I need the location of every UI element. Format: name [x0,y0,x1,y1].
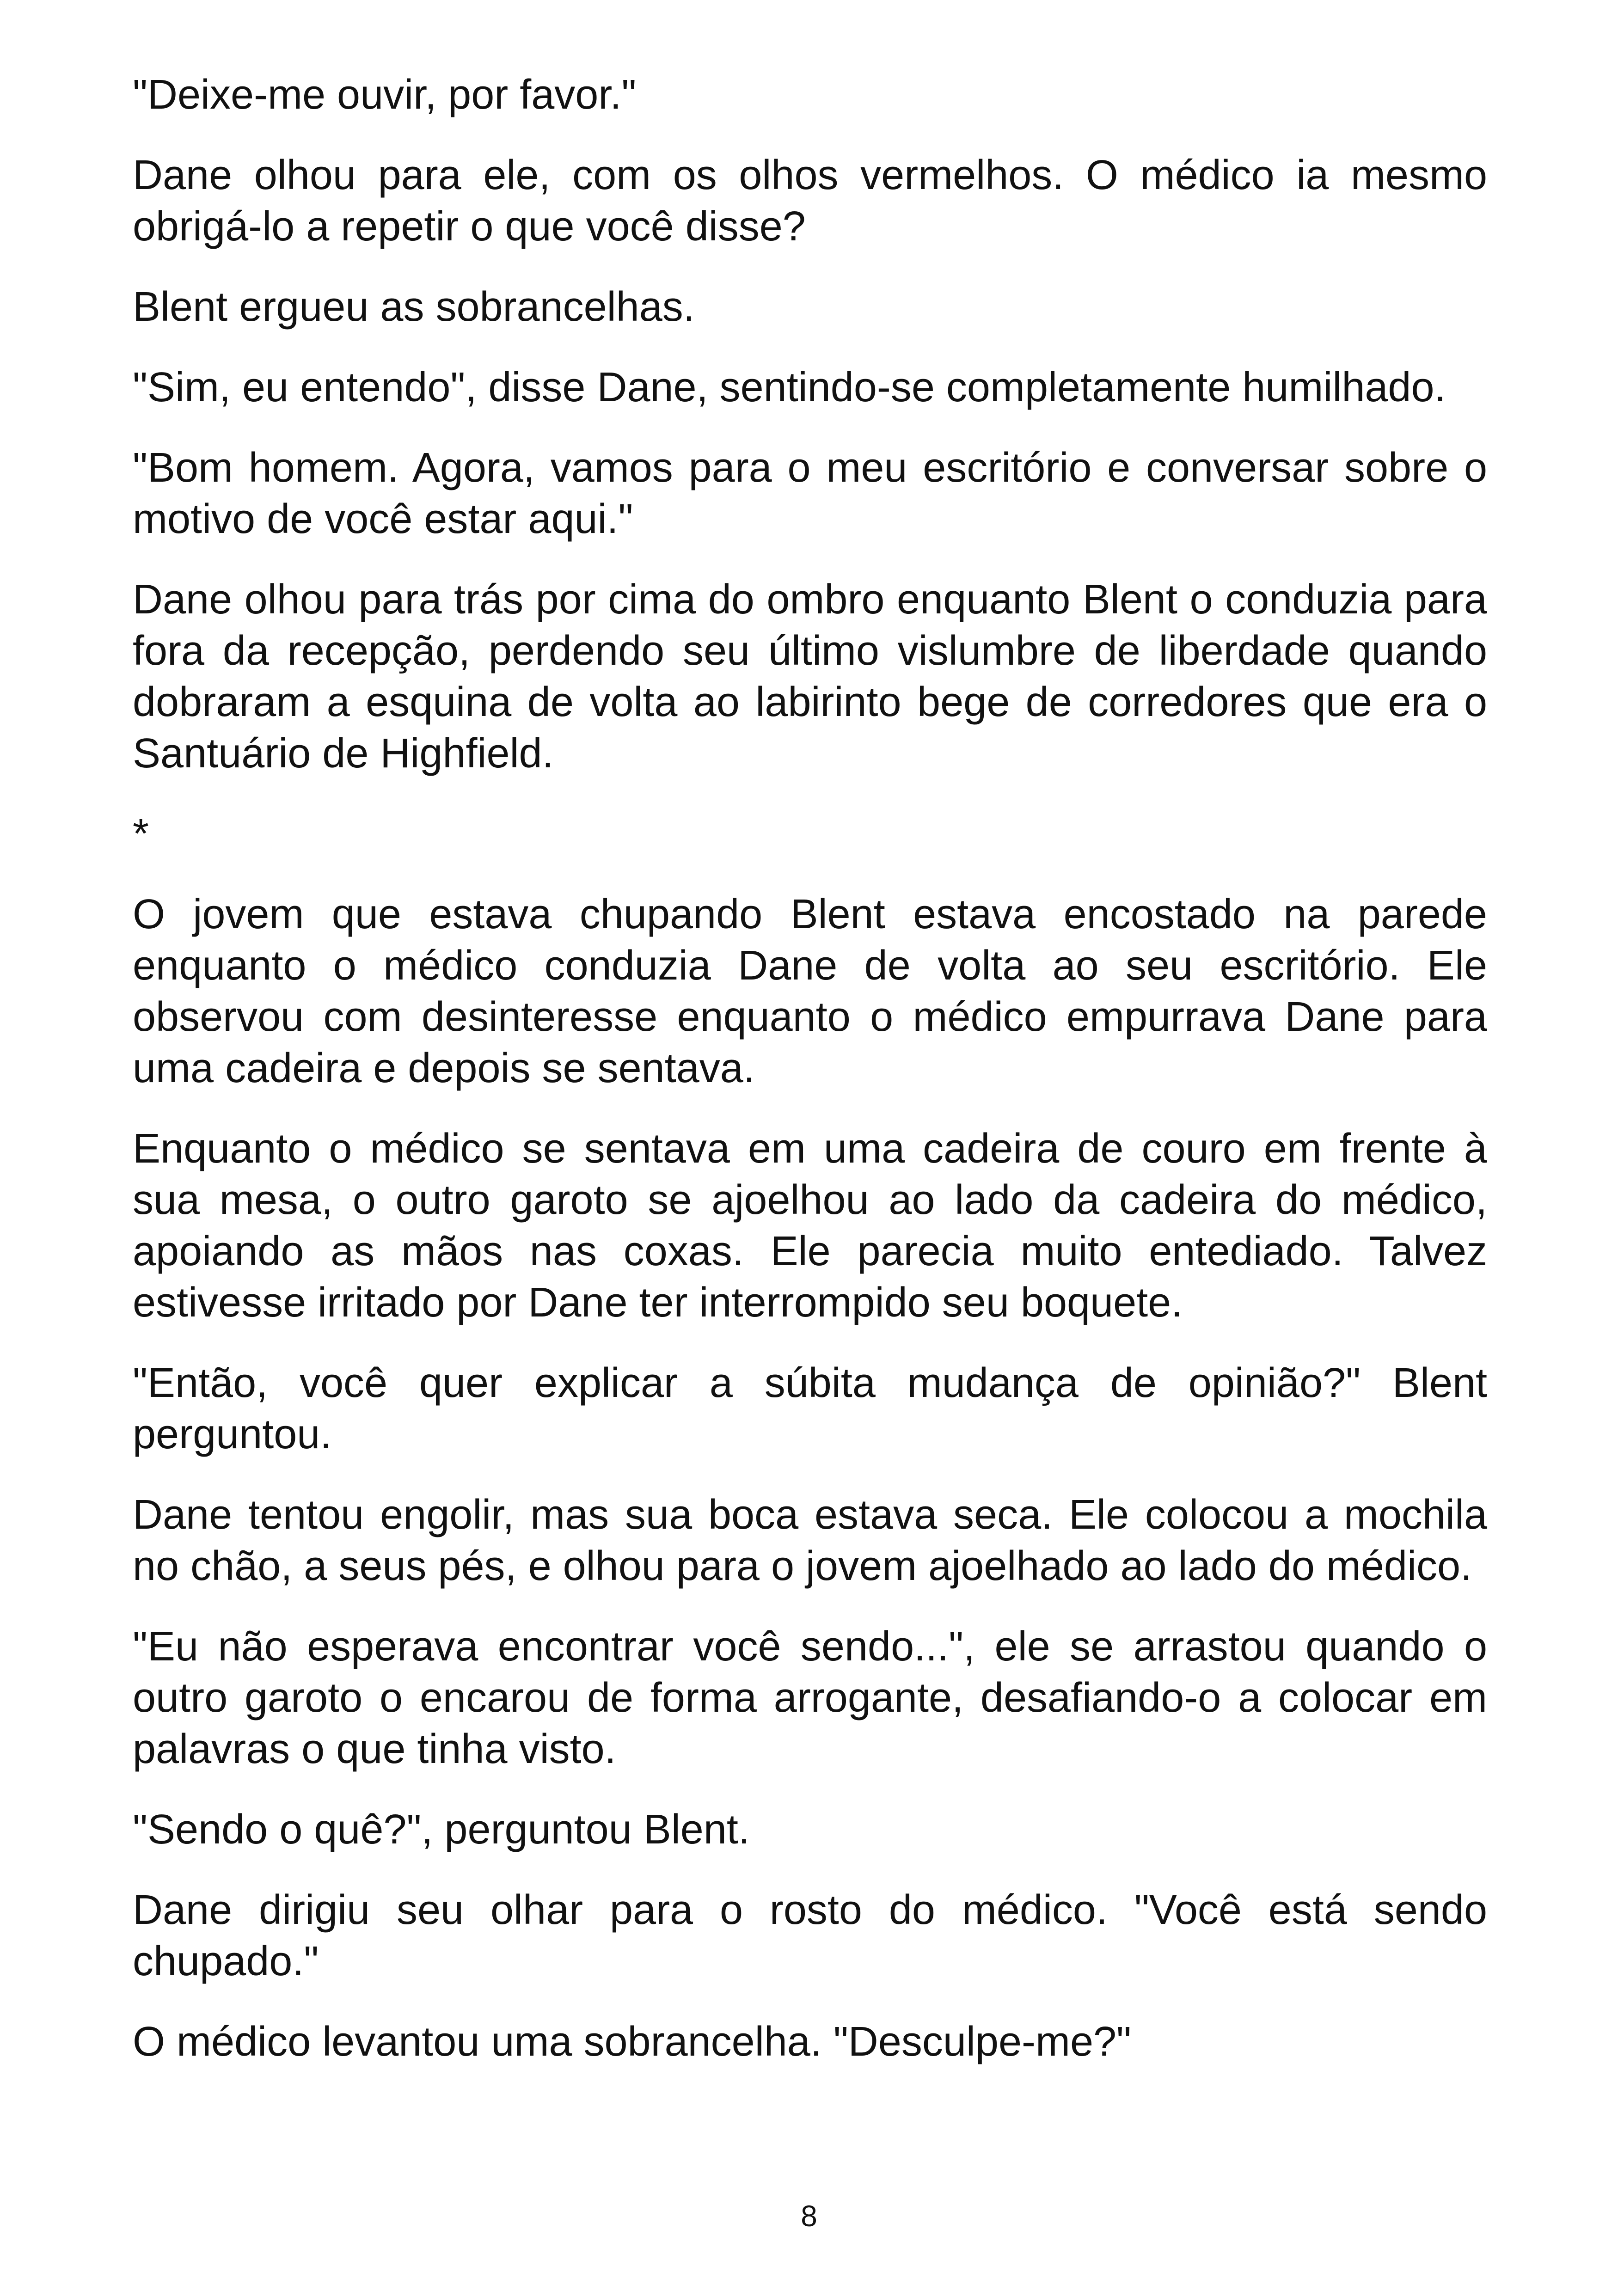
paragraph: Dane olhou para ele, com os olhos vermelhos. O médico ia mesmo obrigá-lo a repetir o que você disse? [133,152,1487,250]
scene-break: * [133,811,149,857]
body-text [133,69,1487,2097]
paragraph: Enquanto o médico se sentava em uma cadeira de couro em frente à sua mesa, o outro garoto se ajoelhou ao lado da cadeira do médico, apoiando as mãos nas coxas. Ele parecia muito entediado. Talvez estivesse irritado por Dane ter interrompido seu boquete. [133,1126,1487,1326]
page-number: 8 [801,2199,817,2233]
paragraph: O médico levantou uma sobrancelha. "Desculpe-me?" [133,2019,1131,2065]
paragraph: Dane tentou engolir, mas sua boca estava seca. Ele colocou a mochila no chão, a seus pés, e olhou para o jovem ajoelhado ao lado do médico. [133,1492,1487,1589]
paragraph: "Sendo o quê?", perguntou Blent. [133,1806,750,1853]
paragraph: Dane dirigiu seu olhar para o rosto do médico. "Você está sendo chupado." [133,1887,1487,1984]
paragraph: O jovem que estava chupando Blent estava encostado na parede enquanto o médico conduzia Dane de volta ao seu escritório. Ele observou com desinteresse enquanto o médico empurrava Dane para uma cadeira e depois se sentava. [133,891,1487,1091]
paragraph: "Bom homem. Agora, vamos para o meu escritório e conversar sobre o motivo de você estar aqui." [133,445,1487,542]
paragraph: "Sim, eu entendo", disse Dane, sentindo-se completamente humilhado. [133,364,1446,410]
paragraph: "Eu não esperava encontrar você sendo...", ele se arrastou quando o outro garoto o encarou de forma arrogante, desafiando-o a colocar em palavras o que tinha visto. [133,1623,1487,1772]
paragraph: "Então, você quer explicar a súbita mudança de opinião?" Blent perguntou. [133,1360,1487,1457]
paragraph: Dane olhou para trás por cima do ombro enquanto Blent o conduzia para fora da recepção, perdendo seu último vislumbre de liberdade quando dobraram a esquina de volta ao labirinto bege de corredores que era o Santuário de Highfield. [133,576,1487,777]
paragraph: "Deixe-me ouvir, por favor." [133,72,637,118]
paragraph: Blent ergueu as sobrancelhas. [133,284,695,330]
